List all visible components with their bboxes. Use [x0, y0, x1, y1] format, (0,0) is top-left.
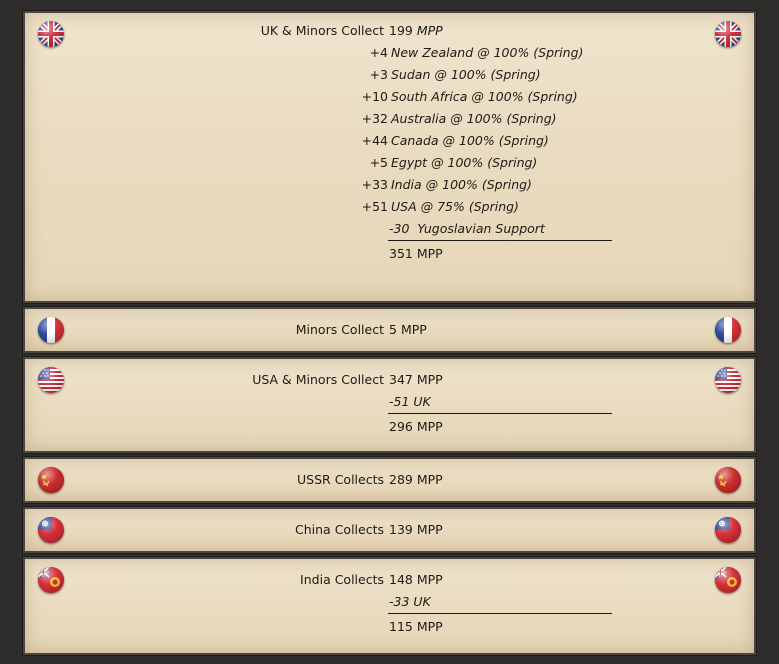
deduction-row [25, 591, 754, 613]
collect-value: 347 MPP [389, 372, 443, 387]
modifier-desc: Sudan @ 100% (Spring) [391, 67, 541, 82]
ussr-collect-panel [23, 457, 756, 503]
total-row [25, 243, 754, 265]
collect-value: 199 MPP [389, 23, 443, 38]
collect-line [25, 569, 754, 591]
collect-value: 148 MPP [389, 572, 443, 587]
total-value: 115 MPP [389, 619, 443, 634]
total-value: 351 MPP [389, 246, 443, 261]
collect-value: 289 MPP [389, 472, 443, 487]
collect-label: USA & Minors Collect [252, 372, 384, 387]
france-collect-panel [23, 307, 756, 353]
modifier-amount: +32 [361, 111, 388, 126]
uk-collect-panel [23, 11, 756, 303]
china-collect-panel [23, 507, 756, 553]
collect-line [25, 369, 754, 391]
collect-line [25, 469, 754, 491]
total-row [25, 616, 754, 638]
collect-line [25, 20, 754, 42]
modifier-amount: +5 [369, 155, 388, 170]
modifier-desc: India @ 100% (Spring) [391, 177, 532, 192]
collect-line [25, 519, 754, 541]
modifier-desc: New Zealand @ 100% (Spring) [391, 45, 584, 60]
modifier-desc: USA @ 75% (Spring) [391, 199, 519, 214]
modifier-amount: +44 [361, 133, 388, 148]
modifier-desc: Canada @ 100% (Spring) [391, 133, 549, 148]
modifier-row [25, 152, 754, 174]
total-value: 296 MPP [389, 419, 443, 434]
collect-label: Minors Collect [295, 322, 384, 337]
deduction-row [25, 218, 754, 240]
total-row [25, 416, 754, 438]
modifier-row [25, 108, 754, 130]
collect-label: USSR Collects [297, 472, 384, 487]
modifier-row [25, 130, 754, 152]
usa-collect-panel [23, 357, 756, 453]
divider [388, 413, 612, 414]
modifier-amount: +10 [361, 89, 388, 104]
modifier-amount: +51 [361, 199, 388, 214]
deduction-text: -51 UK [389, 394, 431, 409]
collect-label: India Collects [300, 572, 384, 587]
modifier-amount: +3 [369, 67, 388, 82]
collect-value: 139 MPP [389, 522, 443, 537]
deduction-text: -33 UK [389, 594, 431, 609]
modifier-row [25, 174, 754, 196]
divider [388, 613, 612, 614]
deduction-row [25, 391, 754, 413]
modifier-amount: +33 [361, 177, 388, 192]
modifier-desc: South Africa @ 100% (Spring) [391, 89, 578, 104]
modifier-row [25, 196, 754, 218]
deduction-text: -30 Yugoslavian Support [389, 221, 545, 236]
modifier-desc: Australia @ 100% (Spring) [391, 111, 557, 126]
collect-label: China Collects [295, 522, 384, 537]
collect-label: UK & Minors Collect [260, 23, 384, 38]
modifier-row [25, 86, 754, 108]
india-collect-panel [23, 557, 756, 655]
collect-value: 5 MPP [389, 322, 427, 337]
modifier-amount: +4 [369, 45, 388, 60]
modifier-row [25, 64, 754, 86]
divider [388, 240, 612, 241]
modifier-desc: Egypt @ 100% (Spring) [391, 155, 538, 170]
modifier-row [25, 42, 754, 64]
collect-line [25, 319, 754, 341]
